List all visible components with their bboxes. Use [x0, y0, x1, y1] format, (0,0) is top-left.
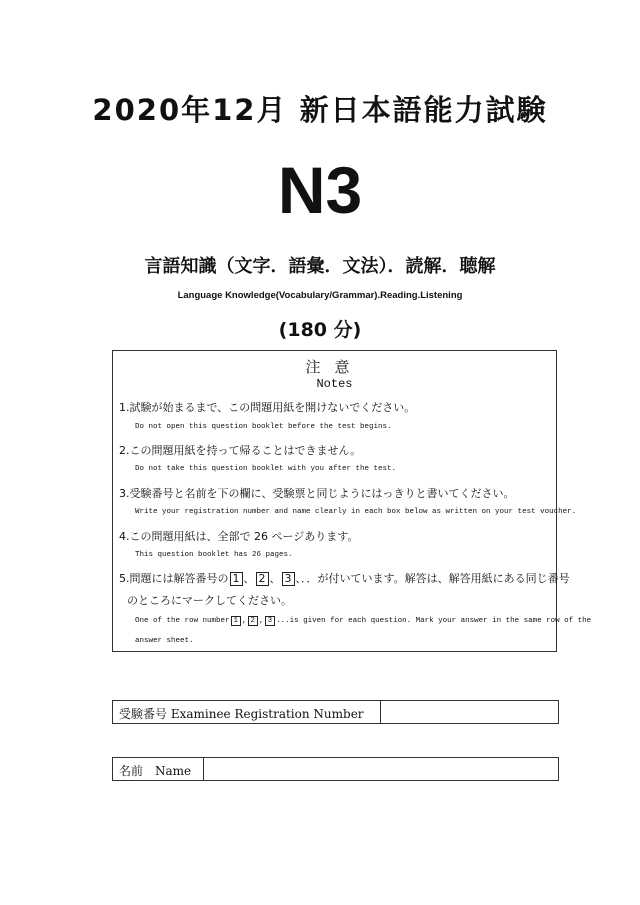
note-1-jp: 1.試験が始まるまで、この問題用紙を開けないでください。 — [119, 401, 416, 414]
registration-number-field[interactable] — [381, 701, 558, 723]
name-row — [112, 757, 559, 781]
answer-number-box-1: 1 — [230, 572, 243, 586]
exam-duration: (180 分) — [278, 319, 362, 341]
answer-number-box-1-en: 1 — [231, 616, 242, 626]
name-label: 名前 Name — [119, 764, 192, 778]
note-5-jp-line-2: のところにマークしてください。 — [127, 594, 292, 607]
note-3-jp: 3.受験番号と名前を下の欄に、受験票と同じようにはっきりと書いてください。 — [119, 487, 515, 500]
exam-level: N3 — [277, 153, 363, 227]
note-5-jp-post: 、．．が付いています。解答は、解答用紙にある同じ番号 — [295, 572, 570, 585]
note-5-sep-2: 、 — [269, 572, 281, 585]
notes-title: 注意 — [305, 358, 364, 376]
answer-number-box-2: 2 — [256, 572, 269, 586]
notes-title-en: Notes — [316, 377, 353, 391]
note-5-jp-pre: 5.問題には解答番号の — [119, 572, 229, 585]
note-3-en: Write your registration number and name clearly in each box below as written on your test voucher. — [135, 508, 577, 516]
note-5-en: One of the row number 1 , 2 , 3 ...is given for each question. Mark your answer in the same row of the — [135, 617, 592, 625]
note-5-sep-1: 、 — [243, 572, 255, 585]
note-2-jp: 2.この問題用紙を持って帰ることはできません。 — [119, 444, 362, 457]
registration-number-label: 受験番号 Examinee Registration Number — [119, 707, 364, 721]
answer-number-box-3-en: 3 — [265, 616, 276, 626]
answer-number-box-3: 3 — [282, 572, 295, 586]
name-field[interactable] — [204, 758, 558, 780]
note-5-en-post: ...is given for each question. Mark your answer in the same row of the — [276, 617, 592, 625]
note-4-en: This question booklet has 26 pages. — [135, 551, 293, 559]
note-5-en-pre: One of the row number — [135, 617, 230, 625]
exam-title: 2020年12月 新日本語能力試験 — [92, 93, 548, 127]
registration-number-row — [112, 700, 559, 724]
note-5-en-line-2: answer sheet. — [135, 637, 194, 645]
note-1-en: Do not open this question booklet before the test begins. — [135, 423, 392, 431]
note-5-jp — [119, 570, 570, 586]
exam-sections-en: Language Knowledge(Vocabulary/Grammar).Reading.Listening — [177, 290, 463, 301]
note-2-en: Do not take this question booklet with you after the test. — [135, 465, 397, 473]
notes-box — [112, 350, 592, 652]
exam-sections-jp: 言語知識（文字．語彙．文法）．読解．聴解 — [144, 256, 496, 277]
answer-number-box-2-en: 2 — [248, 616, 259, 626]
note-4-jp: 4.この問題用紙は、全部で 26 ページあります。 — [119, 530, 359, 543]
